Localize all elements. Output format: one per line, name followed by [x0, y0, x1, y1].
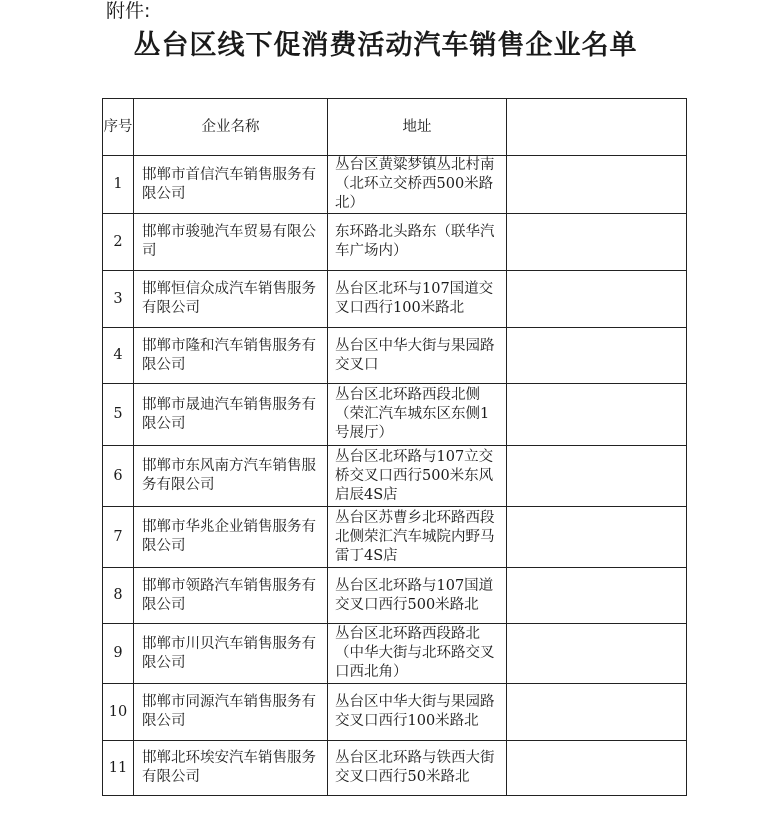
company-address: 丛台区苏曹乡北环路西段北侧荣汇汽车城院内野马雷丁4S店	[328, 507, 507, 568]
company-name: 邯郸市骏驰汽车贸易有限公司	[134, 214, 328, 271]
company-address: 丛台区北环路与107立交桥交叉口西行500米东风启辰4S店	[328, 446, 507, 507]
column-header-address: 地址	[328, 99, 507, 156]
column-header-extra	[507, 99, 687, 156]
company-name: 邯郸市同源汽车销售服务有限公司	[134, 684, 328, 741]
table-row	[103, 741, 687, 796]
extra-cell	[507, 507, 687, 568]
table-row	[103, 156, 687, 214]
row-number: 5	[103, 384, 134, 446]
table-row	[103, 328, 687, 384]
annex-label: 附件:	[106, 0, 151, 22]
table-row	[103, 624, 687, 684]
table-row	[103, 446, 687, 507]
page-title: 丛台区线下促消费活动汽车销售企业名单	[133, 30, 638, 61]
row-number: 9	[103, 624, 134, 684]
company-address: 丛台区中华大街与果园路交叉口	[328, 328, 507, 384]
company-address: 丛台区北环路西段北侧（荣汇汽车城东区东侧1号展厅）	[328, 384, 507, 446]
company-name: 邯郸市隆和汽车销售服务有限公司	[134, 328, 328, 384]
extra-cell	[507, 446, 687, 507]
extra-cell	[507, 214, 687, 271]
row-number: 10	[103, 684, 134, 741]
company-address: 丛台区中华大街与果园路交叉口西行100米路北	[328, 684, 507, 741]
row-number: 1	[103, 156, 134, 214]
row-number: 2	[103, 214, 134, 271]
company-address: 丛台区黄粱梦镇丛北村南（北环立交桥西500米路北）	[328, 156, 507, 214]
company-address: 丛台区北环路与铁西大街交叉口西行50米路北	[328, 741, 507, 796]
row-number: 6	[103, 446, 134, 507]
row-number: 11	[103, 741, 134, 796]
company-name: 邯郸市晟迪汽车销售服务有限公司	[134, 384, 328, 446]
table-row	[103, 568, 687, 624]
company-name: 邯郸市首信汽车销售服务有限公司	[134, 156, 328, 214]
extra-cell	[507, 684, 687, 741]
row-number: 8	[103, 568, 134, 624]
table-row	[103, 214, 687, 271]
column-header-name: 企业名称	[134, 99, 328, 156]
company-address: 丛台区北环路西段路北（中华大街与北环路交叉口西北角）	[328, 624, 507, 684]
company-address: 丛台区北环与107国道交叉口西行100米路北	[328, 271, 507, 328]
extra-cell	[507, 271, 687, 328]
table-row	[103, 684, 687, 741]
table-body	[103, 156, 687, 796]
extra-cell	[507, 568, 687, 624]
table-row	[103, 507, 687, 568]
company-address: 东环路北头路东（联华汽车广场内）	[328, 214, 507, 271]
table-row	[103, 384, 687, 446]
extra-cell	[507, 384, 687, 446]
company-name: 邯郸市东风南方汽车销售服务有限公司	[134, 446, 328, 507]
table-header-row	[103, 99, 687, 156]
company-name: 邯郸市川贝汽车销售服务有限公司	[134, 624, 328, 684]
row-number: 3	[103, 271, 134, 328]
row-number: 4	[103, 328, 134, 384]
table-row	[103, 271, 687, 328]
row-number: 7	[103, 507, 134, 568]
company-name: 邯郸北环埃安汽车销售服务有限公司	[134, 741, 328, 796]
company-name: 邯郸市华兆企业销售服务有限公司	[134, 507, 328, 568]
company-name: 邯郸恒信众成汽车销售服务有限公司	[134, 271, 328, 328]
extra-cell	[507, 741, 687, 796]
company-name: 邯郸市领路汽车销售服务有限公司	[134, 568, 328, 624]
company-table	[102, 98, 687, 796]
company-address: 丛台区北环路与107国道交叉口西行500米路北	[328, 568, 507, 624]
extra-cell	[507, 156, 687, 214]
extra-cell	[507, 328, 687, 384]
extra-cell	[507, 624, 687, 684]
column-header-no: 序号	[103, 99, 134, 156]
